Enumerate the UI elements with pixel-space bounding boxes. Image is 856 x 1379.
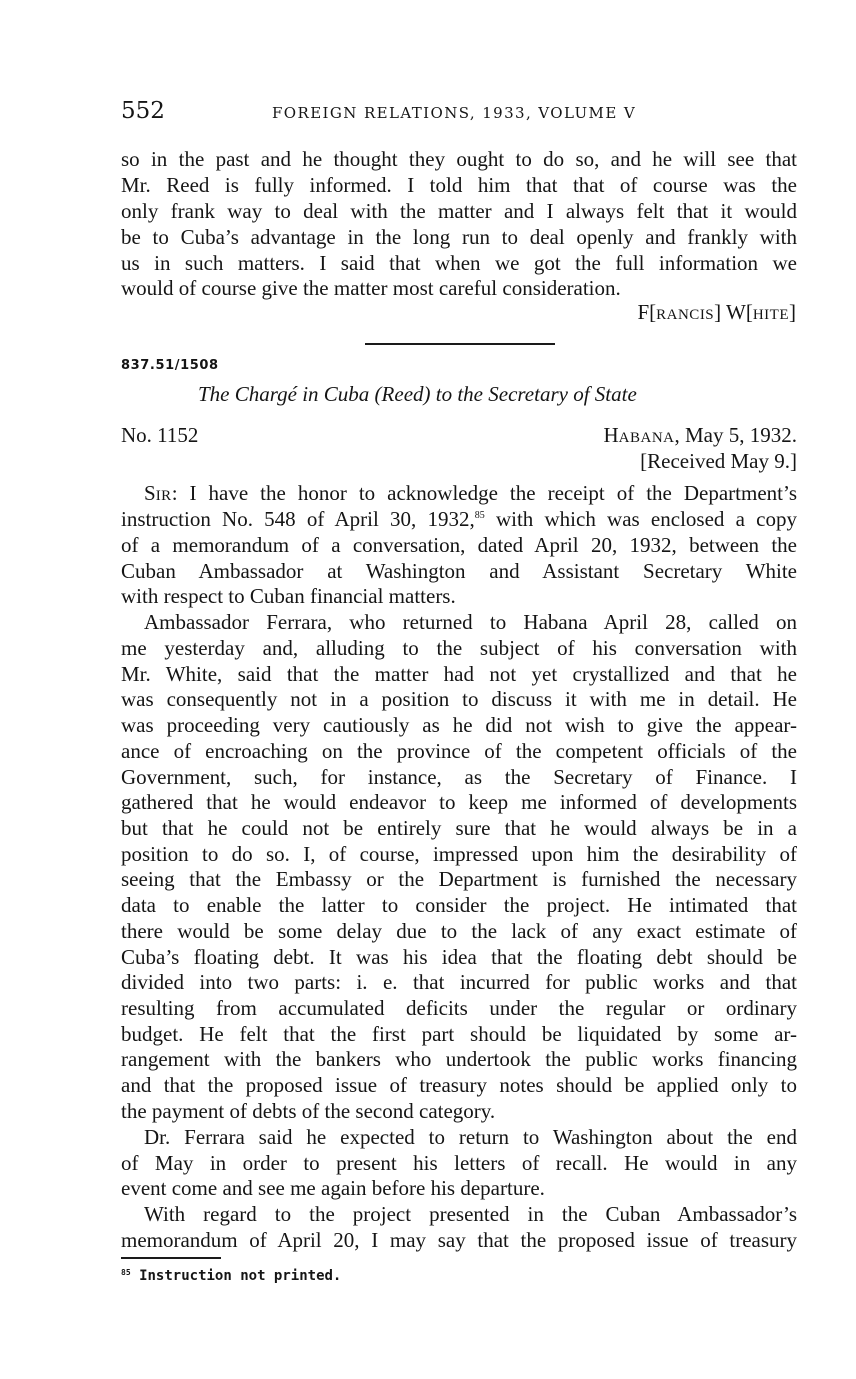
text-line: and that the proposed issue of treasury notes should be applied only to [121, 1073, 797, 1097]
salutation: SIR: [144, 481, 190, 505]
footnote-marker: 85 [121, 1268, 131, 1277]
text-line: event come and see me again before his departure. [121, 1176, 545, 1200]
text-line: rangement with the bankers who undertook the public works financing [121, 1047, 797, 1071]
text-line: divided into two parts: i. e. that incurred for public works and that [121, 970, 797, 994]
text-line: budget. He felt that the first part should be liquidated by some ar- [121, 1022, 797, 1046]
text-line: be to Cuba’s advantage in the long run to deal openly and frankly with [121, 225, 797, 249]
text-line: was proceeding very cautiously as he did not wish to give the appear- [121, 713, 797, 737]
place-date: HABANA, May 5, 1932. [603, 423, 797, 447]
text-line: seeing that the Embassy or the Department is furnished the necessary [121, 867, 797, 891]
text-line: data to enable the latter to consider the project. He intimated that [121, 893, 797, 917]
text-line: ance of encroaching on the province of the competent officials of the [121, 739, 797, 763]
running-title: FOREIGN RELATIONS, 1933, VOLUME V [272, 104, 637, 122]
text-line: but that he could not be entirely sure that he would always be in a [121, 816, 797, 840]
text-line: Cuban Ambassador at Washington and Assistant Secretary White [121, 559, 797, 583]
text-line: with respect to Cuban financial matters. [121, 584, 456, 608]
text-line: Cuba’s floating debt. It was his idea that the floating debt should be [121, 945, 797, 969]
text-line: position to do so. I, of course, impressed upon him the desirability of [121, 842, 797, 866]
text-line: instruction No. 548 of April 30, 1932,85 with which was enclosed a copy [121, 507, 797, 531]
signature: F[RANCIS] W[HITE] [637, 300, 796, 324]
text-line: gathered that he would endeavor to keep me informed of developments [121, 790, 797, 814]
footnote-divider [121, 1257, 221, 1259]
footnote: $^{85}$ Instruction not printed. [121, 1268, 342, 1284]
text-line: resulting from accumulated deficits under the regular or ordinary [121, 996, 797, 1020]
file-number: 837.51/1508 [121, 358, 219, 373]
text-line: us in such matters. I said that when we got the full information we [121, 251, 797, 275]
document-number: No. 1152 [121, 423, 199, 447]
text-line: would of course give the matter most careful consideration. [121, 276, 621, 300]
text-line: of May in order to present his letters of recall. He would in any [121, 1151, 797, 1175]
page-number: 552 [121, 98, 165, 124]
text-line: Mr. Reed is fully informed. I told him that that of course was the [121, 173, 797, 197]
text-line: Dr. Ferrara said he expected to return to Washington about the end [144, 1125, 797, 1149]
text-line: Government, such, for instance, as the Secretary of Finance. I [121, 765, 797, 789]
text-line: With regard to the project presented in the Cuban Ambassador’s [144, 1202, 797, 1226]
text-line: SIR: I have the honor to acknowledge the receipt of the Department’s [144, 481, 797, 505]
text-line: was consequently not in a position to discuss it with me in detail. He [121, 687, 797, 711]
text-line: me yesterday and, alluding to the subject of his conversation with [121, 636, 797, 660]
document-heading: The Chargé in Cuba (Reed) to the Secretary of State [198, 382, 637, 406]
text-line: of a memorandum of a conversation, dated April 20, 1932, between the [121, 533, 797, 557]
text-line: Mr. White, said that the matter had not yet crystallized and that he [121, 662, 797, 686]
text-line: memorandum of April 20, I may say that the proposed issue of treasury [121, 1228, 797, 1252]
text-line: there would be some delay due to the lack of any exact estimate of [121, 919, 797, 943]
text-line: Ambassador Ferrara, who returned to Habana April 28, called on [144, 610, 797, 634]
text-line: the payment of debts of the second category. [121, 1099, 496, 1123]
section-divider [365, 343, 555, 345]
footnote-reference: 85 [474, 510, 485, 521]
text-line: only frank way to deal with the matter and I always felt that it would [121, 199, 797, 223]
text-line: so in the past and he thought they ought to do so, and he will see that [121, 147, 797, 171]
received-date: [Received May 9.] [640, 449, 797, 473]
